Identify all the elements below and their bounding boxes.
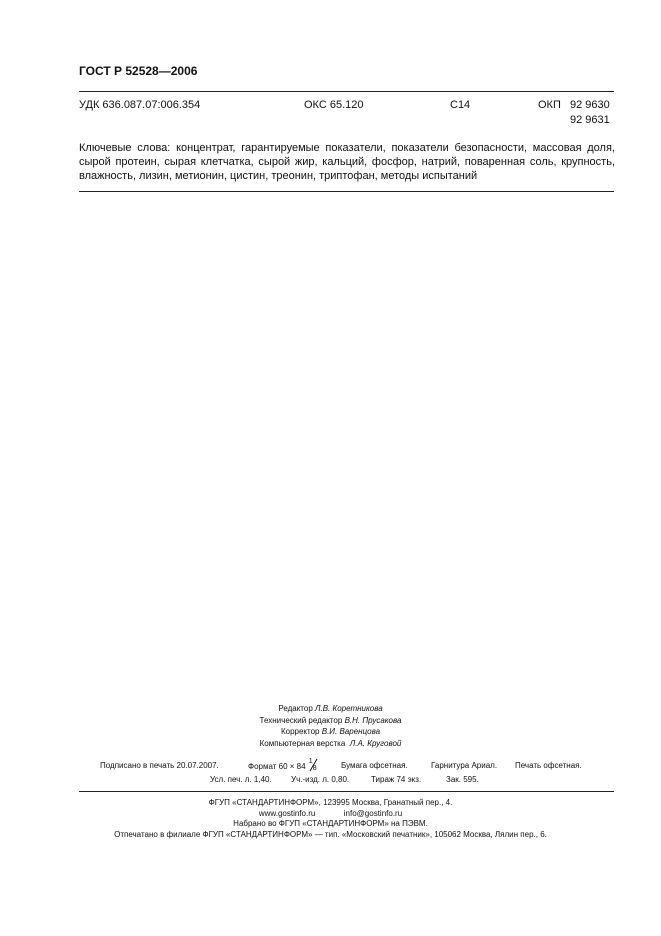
- credit-corrector-name: В.И. Варенцова: [321, 727, 381, 736]
- print-edition-sheets: Уч.-изд. л. 0,80.: [291, 775, 350, 784]
- okp-code-1: 92 9630: [570, 99, 610, 111]
- publisher-address: ФГУП «СТАНДАРТИНФОРМ», 123995 Москва, Гранатный пер., 4.: [208, 798, 453, 807]
- keywords-paragraph: Ключевые слова: концентрат, гарантируемые показатели, показатели безопасности, массовая доля, сырой протеин, сырая клетчатка, сырой жир, кальций, фосфор, натрий, поваренная соль, крупность, влажность, лизин, метионин, цистин, треонин, триптофан, методы испытаний: [79, 142, 615, 182]
- format-fraction-numerator: 1: [308, 758, 313, 765]
- header-divider: [79, 91, 614, 92]
- print-format: [248, 758, 318, 772]
- publisher-email-link[interactable]: info@gostinfo.ru: [343, 809, 403, 818]
- credit-tech-editor-label: Технический редактор: [259, 716, 343, 725]
- publisher-typeset: Набрано во ФГУП «СТАНДАРТИНФОРМ» на ПЭВМ.: [233, 819, 428, 828]
- format-fraction: [308, 758, 318, 772]
- credit-tech-editor: [0, 716, 661, 725]
- keywords-divider: [79, 191, 614, 192]
- print-type: Печать офсетная.: [515, 761, 582, 770]
- document-code: ГОСТ Р 52528—2006: [79, 64, 198, 78]
- format-fraction-denominator: 8: [312, 765, 317, 772]
- group-code: С14: [450, 99, 471, 111]
- okp-code-2: 92 9631: [570, 114, 610, 126]
- publisher-contacts: [0, 809, 661, 818]
- credit-tech-editor-name: В.Н. Прусакова: [344, 716, 402, 725]
- oks-code: ОКС 65.120: [304, 99, 364, 111]
- publisher-printed: Отпечатано в филиале ФГУП «СТАНДАРТИНФОРМ» — тип. «Московский печатник», 105062 Москва, Лялин пер., 6.: [114, 830, 547, 839]
- udk-code: УДК 636.087.07:006.354: [79, 99, 201, 111]
- print-paper: Бумага офсетная.: [341, 761, 408, 770]
- credit-layout-name: Л.А. Круговой: [349, 739, 402, 748]
- credit-editor-name: Л.В. Коретникова: [315, 704, 383, 713]
- credit-layout: [0, 739, 661, 748]
- print-signed: Подписано в печать 20.07.2007.: [100, 761, 219, 770]
- print-sheets: Усл. печ. л. 1,40.: [210, 775, 272, 784]
- credit-layout-label: Компьютерная верстка: [259, 739, 346, 748]
- print-circulation: Тираж 74 экз.: [371, 775, 422, 784]
- print-format-label: Формат 60 × 84: [248, 762, 306, 771]
- print-typeface: Гарнитура Ариал.: [431, 761, 498, 770]
- imprint-divider: [79, 791, 614, 792]
- credit-editor-label: Редактор: [278, 704, 313, 713]
- publisher-website-link[interactable]: www.gostinfo.ru: [258, 809, 316, 818]
- print-order: Зак. 595.: [446, 775, 479, 784]
- credit-corrector-label: Корректор: [280, 727, 320, 736]
- credit-editor: [0, 704, 661, 713]
- credit-corrector: [0, 727, 661, 736]
- okp-label: ОКП: [538, 99, 561, 111]
